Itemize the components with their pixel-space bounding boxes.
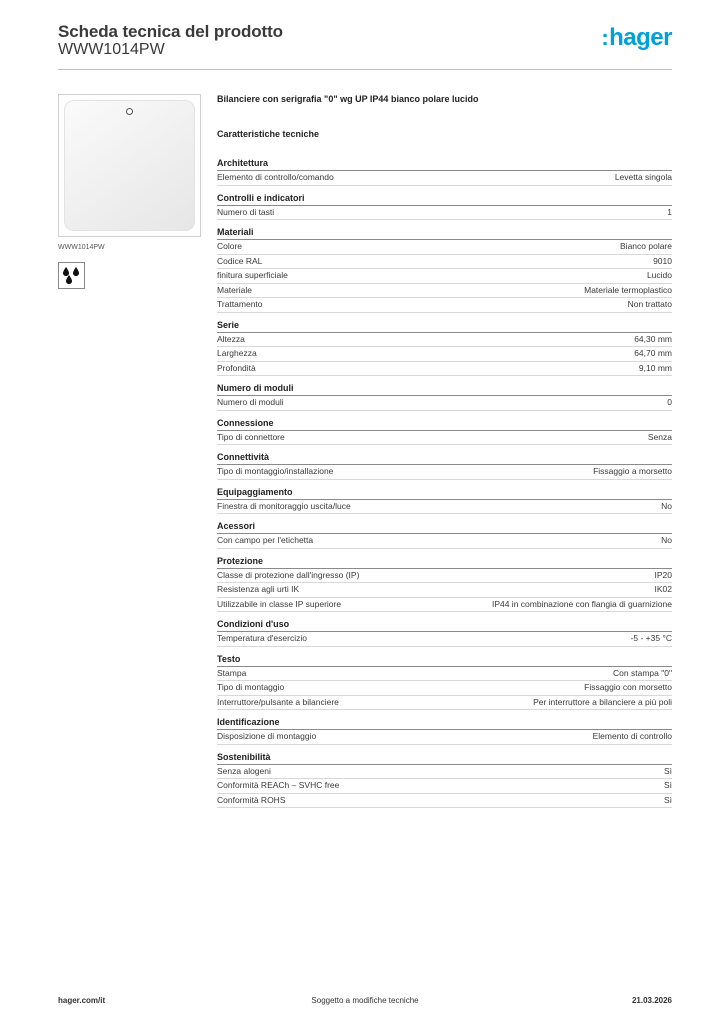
product-description: Bilanciere con serigrafia "0" wg UP IP44 bianco polare lucido [217,94,479,104]
product-image-frame [58,94,201,237]
section-title: Connessione [217,416,672,431]
section-title: Equipaggiamento [217,485,672,500]
spec-row [217,347,672,362]
spec-label: Interruttore/pulsante a bilanciere [217,696,339,707]
spec-label: Disposizione di montaggio [217,731,317,741]
spec-sections [217,156,672,813]
spec-value: Bianco polare [620,241,672,251]
spec-label: finitura superficiale [217,270,288,280]
spec-section [217,750,672,809]
spec-value: 64,30 mm [634,333,672,344]
logo-text: hager [609,24,672,51]
footer-note: Soggetto a modifiche tecniche [311,996,419,1005]
spec-row [217,500,672,515]
spec-label: Classe di protezione dall'ingresso (IP) [217,569,360,580]
spec-row [217,534,672,549]
spec-row [217,765,672,780]
spec-section [217,318,672,377]
spec-value: Sì [663,780,672,790]
spec-section [217,381,672,411]
spec-value: Senza [647,431,672,442]
spec-section [217,617,672,647]
spec-value: No [661,535,672,545]
spec-label: Conformità REACh – SVHC free [217,780,340,790]
ip44-water-drops-icon [58,262,85,289]
spec-value: 9,10 mm [638,362,672,373]
spec-row [217,598,672,613]
spec-section [217,225,672,313]
spec-row [217,696,672,711]
spec-row [217,794,672,809]
spec-value: Con stampa "0" [613,667,672,678]
spec-value: Sì [663,765,672,776]
spec-label: Tipo di connettore [217,431,285,442]
spec-section [217,485,672,515]
section-title: Protezione [217,554,672,569]
spec-label: Elemento di controllo/comando [217,172,334,182]
spec-row [217,632,672,647]
spec-label: Codice RAL [217,255,263,266]
spec-label: Tipo di montaggio [217,682,285,692]
rocker-indicator-ring [126,108,133,115]
spec-label: Tipo di montaggio/installazione [217,466,334,476]
page-title: Scheda tecnica del prodotto [58,22,283,41]
page-header [58,20,672,68]
spec-label: Utilizzabile in classe IP superiore [217,598,342,609]
section-title: Acessori [217,519,672,534]
spec-row [217,269,672,284]
spec-label: Temperatura d'esercizio [217,633,307,643]
spec-row [217,681,672,696]
spec-value: Sì [663,794,672,805]
spec-row [217,569,672,584]
section-title: Identificazione [217,715,672,730]
spec-label: Materiale [217,284,252,295]
page-footer [58,996,672,1010]
technical-characteristics-title: Caratteristiche tecniche [217,129,320,139]
spec-label: Altezza [217,333,245,344]
spec-value: IP44 in combinazione con flangia di guarnizione [491,598,672,609]
spec-row [217,465,672,480]
footer-website: hager.com/it [58,996,106,1005]
spec-row [217,362,672,377]
spec-label: Profondità [217,362,256,373]
spec-value: Materiale termoplastico [584,284,672,295]
spec-value: Levetta singola [614,172,672,182]
section-title: Controlli e indicatori [217,191,672,206]
spec-row [217,171,672,186]
spec-value: Non trattato [627,299,672,309]
spec-value: No [661,500,672,511]
header-divider [58,69,672,70]
spec-value: Lucido [646,270,672,280]
footer-date: 21.03.2026 [631,996,672,1005]
spec-row [217,240,672,255]
spec-label: Con campo per l'etichetta [217,535,314,545]
spec-section [217,191,672,221]
spec-row [217,396,672,411]
spec-value: 64,70 mm [634,348,672,358]
spec-row [217,779,672,794]
spec-label: Stampa [217,667,247,678]
section-title: Architettura [217,156,672,171]
section-title: Testo [217,652,672,667]
spec-section [217,554,672,613]
section-title: Materiali [217,225,672,240]
spec-value: Fissaggio con morsetto [584,682,672,692]
spec-section [217,715,672,745]
spec-label: Resistenza agli urti IK [217,584,300,594]
section-title: Numero di moduli [217,381,672,396]
spec-section [217,416,672,446]
spec-value: Elemento di controllo [592,731,672,741]
product-image [64,100,195,231]
spec-label: Colore [217,241,243,251]
spec-label: Numero di tasti [217,206,275,217]
spec-value: IP20 [654,569,672,580]
spec-row [217,333,672,348]
spec-label: Conformità ROHS [217,794,286,805]
section-title: Sostenibilità [217,750,672,765]
spec-value: Fissaggio a morsetto [593,466,672,476]
hager-logo: :hager [601,24,672,51]
spec-label: Numero di moduli [217,397,284,407]
spec-label: Larghezza [217,348,257,358]
spec-value: IK02 [654,584,672,594]
spec-label: Finestra di monitoraggio uscita/luce [217,500,351,511]
spec-row [217,206,672,221]
product-code-heading: WWW1014PW [58,41,165,58]
spec-label: Trattamento [217,299,263,309]
spec-value: 9010 [653,255,672,266]
spec-value: 0 [667,397,672,407]
spec-section [217,519,672,549]
spec-row [217,730,672,745]
spec-value: 1 [667,206,672,217]
spec-section [217,156,672,186]
section-title: Condizioni d'uso [217,617,672,632]
section-title: Serie [217,318,672,333]
spec-value: -5 - +35 °C [630,633,672,643]
spec-row [217,583,672,598]
spec-section [217,652,672,711]
spec-row [217,255,672,270]
product-image-caption: WWW1014PW [58,244,105,251]
spec-section [217,450,672,480]
spec-row [217,667,672,682]
spec-label: Senza alogeni [217,765,271,776]
spec-row [217,298,672,313]
section-title: Connettività [217,450,672,465]
spec-value: Per interruttore a bilanciere a più poli [533,696,672,707]
spec-row [217,431,672,446]
spec-row [217,284,672,299]
